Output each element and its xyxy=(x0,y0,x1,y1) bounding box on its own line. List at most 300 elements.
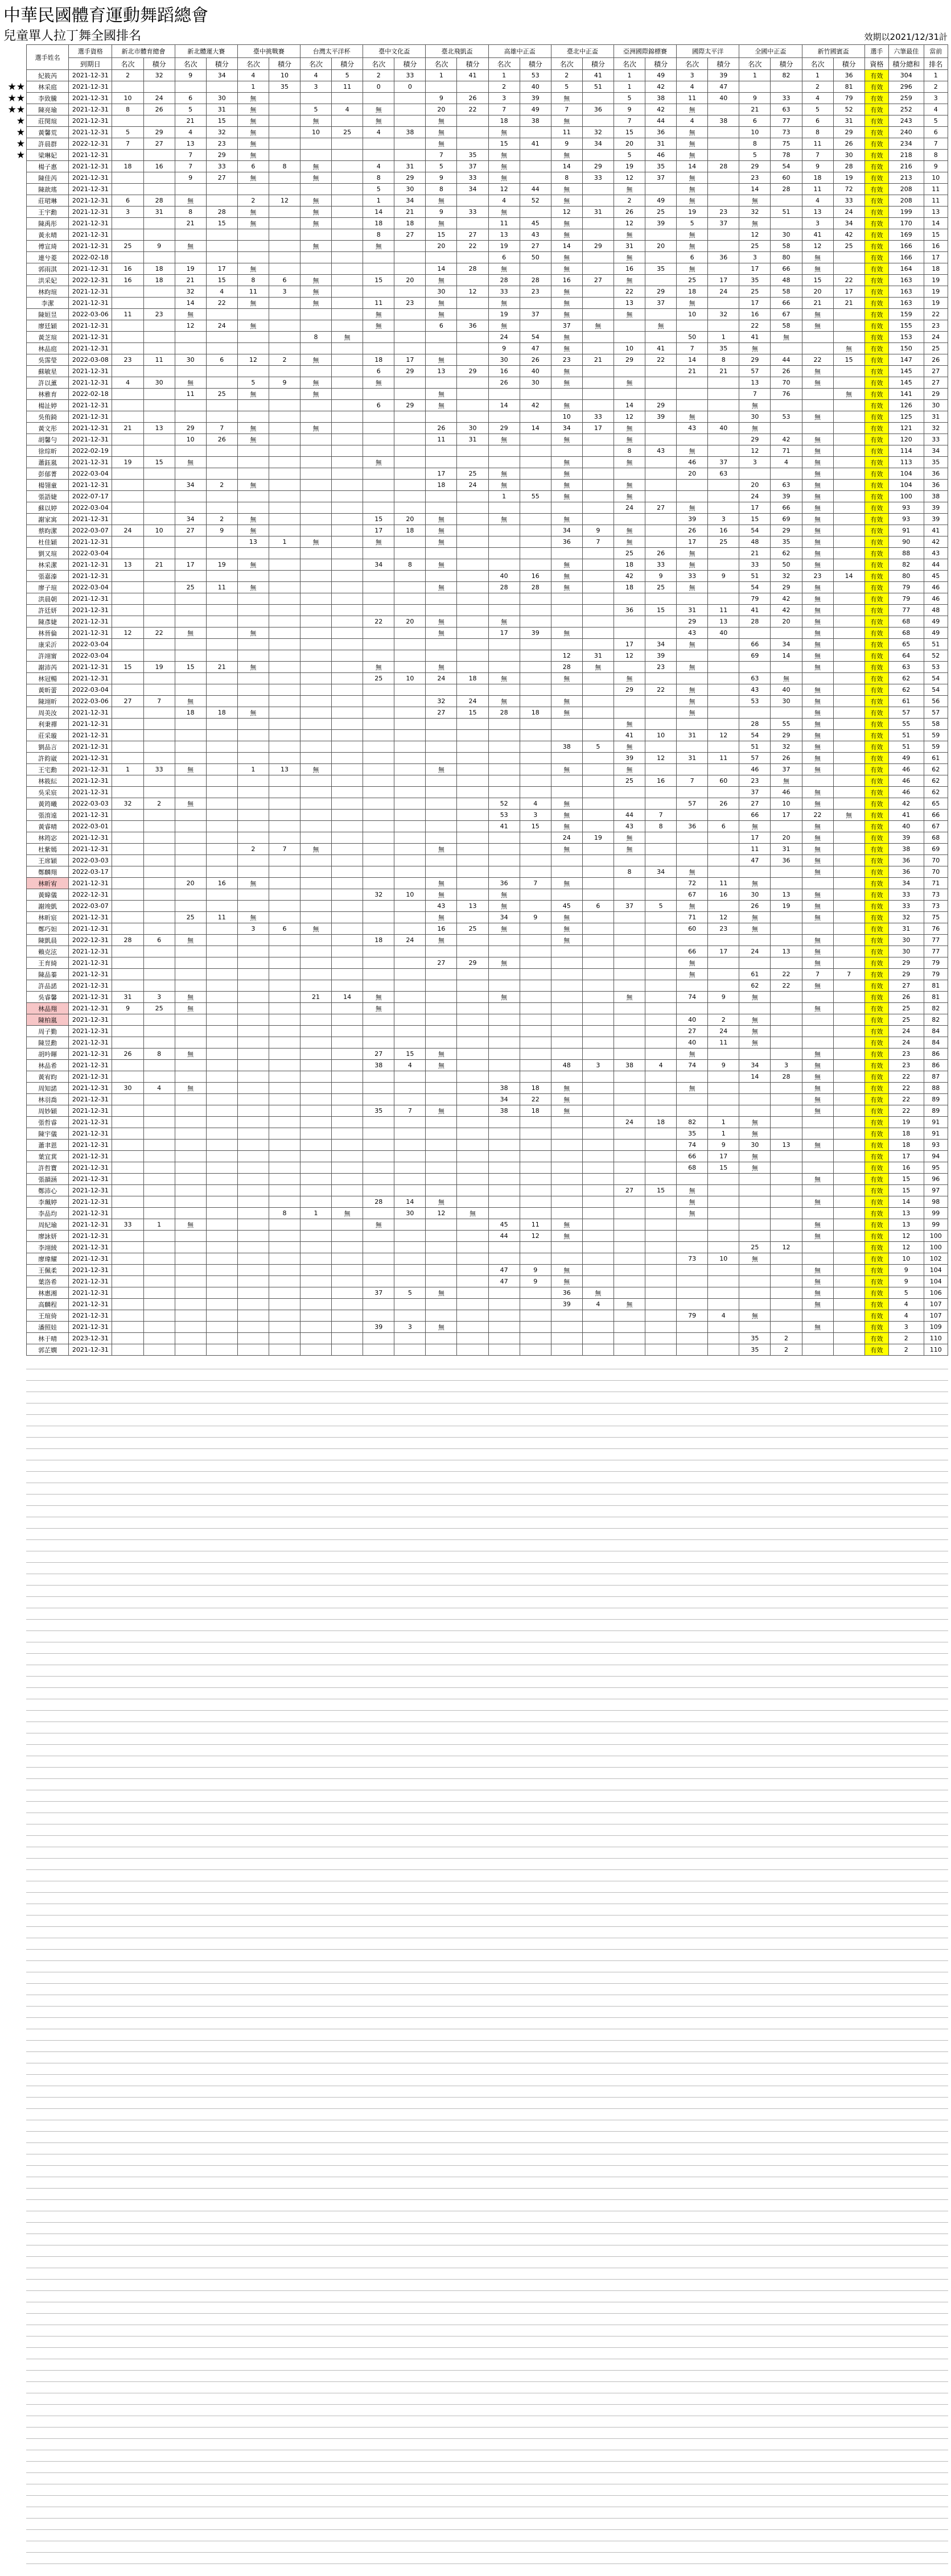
place-cell: 27 xyxy=(739,798,771,810)
points-cell xyxy=(582,263,614,275)
rank-cell: 29 xyxy=(924,389,948,400)
status-cell: 有效 xyxy=(864,798,888,810)
expiry-date: 2021-12-31 xyxy=(69,298,112,309)
table-row xyxy=(27,1151,948,1162)
points-cell xyxy=(520,730,551,741)
place-cell: 12 xyxy=(739,229,771,241)
place-cell: 無 xyxy=(614,434,645,445)
points-cell: 31 xyxy=(582,650,614,662)
points-cell xyxy=(457,889,488,901)
points-cell xyxy=(269,1003,300,1014)
points-cell xyxy=(708,810,739,821)
table-row xyxy=(27,923,948,935)
points-cell xyxy=(269,1333,300,1344)
place-cell: 41 xyxy=(739,332,771,343)
points-cell xyxy=(394,536,426,548)
rank-cell: 77 xyxy=(924,935,948,946)
status-cell: 有效 xyxy=(864,241,888,252)
place-cell xyxy=(551,1048,582,1060)
place-cell: 11 xyxy=(802,138,833,150)
place-cell: 無 xyxy=(614,423,645,434)
place-cell: 無 xyxy=(677,901,708,912)
place-cell: 27 xyxy=(614,1185,645,1196)
points-cell xyxy=(582,1083,614,1094)
place-cell: 無 xyxy=(614,491,645,502)
points-cell xyxy=(269,1128,300,1140)
place-cell: 8 xyxy=(237,275,269,286)
place-cell: 無 xyxy=(300,377,332,389)
points-cell: 34 xyxy=(645,639,677,650)
place-cell: 5 xyxy=(614,150,645,161)
place-cell xyxy=(488,855,520,866)
place-cell xyxy=(363,787,394,798)
place-cell xyxy=(363,969,394,980)
place-cell: 10 xyxy=(175,434,206,445)
points-cell xyxy=(269,468,300,480)
best-total-cell: 166 xyxy=(889,252,924,263)
place-cell xyxy=(175,639,206,650)
place-cell xyxy=(237,1322,269,1333)
place-cell xyxy=(488,764,520,775)
status-cell: 有效 xyxy=(864,468,888,480)
place-cell xyxy=(112,1060,143,1071)
place-cell: 26 xyxy=(614,207,645,218)
table-row xyxy=(27,1048,948,1060)
place-cell xyxy=(112,901,143,912)
points-cell xyxy=(833,1083,864,1094)
points-cell: 19 xyxy=(582,832,614,844)
place-cell xyxy=(237,741,269,753)
place-cell xyxy=(488,1322,520,1333)
table-row xyxy=(27,343,948,354)
place-cell xyxy=(363,571,394,582)
points-cell xyxy=(143,1310,175,1322)
points-cell xyxy=(771,468,802,480)
points-cell: 2 xyxy=(771,1333,802,1344)
place-cell: 20 xyxy=(614,138,645,150)
expiry-date: 2021-12-31 xyxy=(69,775,112,787)
place-cell: 30 xyxy=(739,1140,771,1151)
points-cell xyxy=(394,1344,426,1356)
player-name: 林昀瑄 xyxy=(27,286,69,298)
points-cell xyxy=(708,832,739,844)
player-name: 洪采妃 xyxy=(27,275,69,286)
points-cell xyxy=(394,1117,426,1128)
points-cell: 25 xyxy=(645,582,677,593)
points-cell xyxy=(457,1253,488,1265)
points-cell xyxy=(833,548,864,559)
place-cell: 無 xyxy=(802,889,833,901)
points-cell: 14 xyxy=(520,423,551,434)
place-cell xyxy=(614,912,645,923)
place-cell: 無 xyxy=(802,1276,833,1287)
place-cell xyxy=(112,889,143,901)
place-cell: 無 xyxy=(237,582,269,593)
place-cell xyxy=(237,468,269,480)
place-cell xyxy=(175,957,206,969)
place-cell: 無 xyxy=(175,1003,206,1014)
points-cell: 33 xyxy=(457,172,488,184)
place-cell xyxy=(363,468,394,480)
table-row xyxy=(27,957,948,969)
points-cell: 29 xyxy=(645,286,677,298)
points-cell xyxy=(269,1117,300,1128)
place-cell: 無 xyxy=(300,218,332,229)
points-cell: 66 xyxy=(771,263,802,275)
place-cell: 無 xyxy=(677,696,708,707)
points-cell xyxy=(143,707,175,719)
best-total-cell: 26 xyxy=(889,992,924,1003)
place-cell: 57 xyxy=(677,798,708,810)
points-cell xyxy=(645,1253,677,1265)
place-cell xyxy=(300,491,332,502)
status-cell: 有效 xyxy=(864,1196,888,1208)
points-cell xyxy=(143,582,175,593)
points-cell xyxy=(394,707,426,719)
status-cell: 有效 xyxy=(864,1117,888,1128)
place-cell xyxy=(426,1333,457,1344)
points-cell xyxy=(457,935,488,946)
place-cell: 無 xyxy=(551,366,582,377)
points-cell xyxy=(457,457,488,468)
place-cell: 12 xyxy=(614,218,645,229)
points-cell: 11 xyxy=(206,912,237,923)
points-cell xyxy=(582,810,614,821)
points-cell xyxy=(269,389,300,400)
place-cell xyxy=(426,684,457,696)
place-cell: 11 xyxy=(175,389,206,400)
points-cell: 69 xyxy=(771,514,802,525)
points-cell xyxy=(833,1310,864,1322)
points-cell xyxy=(771,1322,802,1333)
points-cell xyxy=(269,411,300,423)
place-cell xyxy=(677,491,708,502)
place-cell xyxy=(426,1242,457,1253)
place-cell xyxy=(175,1026,206,1037)
points-cell xyxy=(582,343,614,354)
place-cell: 無 xyxy=(363,992,394,1003)
points-cell xyxy=(206,445,237,457)
place-cell xyxy=(363,628,394,639)
points-cell xyxy=(833,1242,864,1253)
place-cell xyxy=(614,1026,645,1037)
place-cell: 無 xyxy=(426,218,457,229)
points-cell xyxy=(206,1162,237,1174)
place-cell: 無 xyxy=(802,628,833,639)
rank-cell: 30 xyxy=(924,400,948,411)
points-cell xyxy=(457,1037,488,1048)
points-cell: 81 xyxy=(833,81,864,93)
table-row xyxy=(27,855,948,866)
place-cell: 無 xyxy=(739,1014,771,1026)
points-cell xyxy=(269,1026,300,1037)
points-cell xyxy=(332,195,363,207)
points-cell: 17 xyxy=(833,286,864,298)
points-cell: 9 xyxy=(520,1276,551,1287)
expiry-date: 2021-12-31 xyxy=(69,1071,112,1083)
place-cell: 無 xyxy=(614,992,645,1003)
points-cell xyxy=(332,115,363,127)
points-cell xyxy=(771,1208,802,1219)
points-cell xyxy=(394,1299,426,1310)
points-cell xyxy=(269,616,300,628)
place-cell xyxy=(175,184,206,195)
place-cell xyxy=(363,912,394,923)
place-subheader: 名次 xyxy=(802,58,833,70)
points-cell xyxy=(520,684,551,696)
points-cell xyxy=(833,1128,864,1140)
points-cell: 41 xyxy=(645,343,677,354)
place-cell xyxy=(112,1242,143,1253)
points-cell: 53 xyxy=(771,411,802,423)
points-cell xyxy=(833,923,864,935)
place-cell xyxy=(426,969,457,980)
place-cell: 無 xyxy=(175,992,206,1003)
points-cell xyxy=(269,753,300,764)
place-cell xyxy=(300,878,332,889)
expiry-date: 2021-12-31 xyxy=(69,1276,112,1287)
points-cell xyxy=(332,1322,363,1333)
place-cell: 12 xyxy=(739,445,771,457)
points-cell xyxy=(394,992,426,1003)
place-cell: 無 xyxy=(426,912,457,923)
points-cell xyxy=(645,1299,677,1310)
points-cell: 25 xyxy=(708,536,739,548)
best-total-cell: 29 xyxy=(889,957,924,969)
place-cell xyxy=(237,866,269,878)
place-cell xyxy=(426,1219,457,1231)
points-cell xyxy=(269,957,300,969)
place-cell xyxy=(677,1265,708,1276)
place-cell xyxy=(112,502,143,514)
place-cell xyxy=(175,1037,206,1048)
status-header-top: 選手 xyxy=(864,45,888,58)
points-cell xyxy=(143,343,175,354)
place-cell xyxy=(677,1219,708,1231)
place-cell xyxy=(175,741,206,753)
star-marker: ★★ xyxy=(7,93,25,104)
points-cell xyxy=(394,263,426,275)
points-cell xyxy=(269,1037,300,1048)
best-total-cell: 46 xyxy=(889,787,924,798)
points-cell xyxy=(206,798,237,810)
rank-cell: 26 xyxy=(924,354,948,366)
place-cell: 11 xyxy=(426,434,457,445)
place-cell xyxy=(112,571,143,582)
points-cell: 16 xyxy=(143,161,175,172)
points-cell: 2 xyxy=(206,480,237,491)
best-total-cell: 104 xyxy=(889,468,924,480)
place-cell: 4 xyxy=(802,93,833,104)
place-cell: 無 xyxy=(802,525,833,536)
place-cell xyxy=(363,821,394,832)
points-cell xyxy=(332,855,363,866)
best-total-cell: 79 xyxy=(889,593,924,605)
expiry-date: 2021-12-31 xyxy=(69,707,112,719)
best-total-cell: 22 xyxy=(889,1083,924,1094)
place-cell: 33 xyxy=(488,286,520,298)
place-cell: 無 xyxy=(551,195,582,207)
points-cell: 15 xyxy=(143,457,175,468)
place-cell xyxy=(551,616,582,628)
points-cell xyxy=(645,855,677,866)
place-cell: 1 xyxy=(614,70,645,81)
place-cell: 無 xyxy=(802,684,833,696)
place-cell xyxy=(237,946,269,957)
points-cell xyxy=(206,957,237,969)
points-cell xyxy=(206,1231,237,1242)
place-cell xyxy=(677,320,708,332)
points-cell: 16 xyxy=(708,525,739,536)
points-cell xyxy=(269,104,300,115)
player-name: 葉宜萁 xyxy=(27,1151,69,1162)
place-cell: 無 xyxy=(802,377,833,389)
table-row xyxy=(27,70,948,81)
player-name: 林品希 xyxy=(27,1060,69,1071)
points-cell xyxy=(645,1094,677,1105)
place-cell xyxy=(237,1060,269,1071)
expiry-date: 2021-12-31 xyxy=(69,1174,112,1185)
points-cell: 63 xyxy=(708,468,739,480)
place-cell: 無 xyxy=(802,719,833,730)
expiry-header-top: 選手資格 xyxy=(69,45,112,58)
points-cell: 23 xyxy=(394,298,426,309)
rank-cell: 107 xyxy=(924,1299,948,1310)
best-total-cell: 12 xyxy=(889,1231,924,1242)
points-cell xyxy=(206,81,237,93)
table-row xyxy=(27,400,948,411)
points-cell xyxy=(645,1003,677,1014)
points-cell: 27 xyxy=(143,138,175,150)
points-cell xyxy=(833,514,864,525)
place-cell: 7 xyxy=(614,115,645,127)
points-cell: 79 xyxy=(833,93,864,104)
points-cell xyxy=(771,81,802,93)
table-row xyxy=(27,673,948,684)
best-total-cell: 14 xyxy=(889,1196,924,1208)
place-cell: 8 xyxy=(802,127,833,138)
points-cell: 11 xyxy=(520,1219,551,1231)
status-cell: 有效 xyxy=(864,1128,888,1140)
place-cell: 無 xyxy=(802,457,833,468)
status-cell: 有效 xyxy=(864,491,888,502)
points-cell xyxy=(269,514,300,525)
expiry-date: 2022-03-08 xyxy=(69,354,112,366)
best-total-cell: 91 xyxy=(889,525,924,536)
place-cell: 19 xyxy=(677,207,708,218)
points-cell: 7 xyxy=(520,878,551,889)
place-cell xyxy=(802,673,833,684)
points-cell xyxy=(332,969,363,980)
points-cell xyxy=(708,684,739,696)
best-total-cell: 296 xyxy=(889,81,924,93)
place-cell xyxy=(300,980,332,992)
competition-header: 臺北中正盃 xyxy=(551,45,614,58)
player-name: 鄭麟翔 xyxy=(27,866,69,878)
place-cell: 30 xyxy=(739,411,771,423)
table-row xyxy=(27,582,948,593)
points-cell: 29 xyxy=(457,366,488,377)
status-cell: 有效 xyxy=(864,172,888,184)
points-cell xyxy=(457,1185,488,1196)
points-cell xyxy=(771,923,802,935)
place-cell: 17 xyxy=(739,502,771,514)
points-cell xyxy=(394,753,426,764)
place-cell: 無 xyxy=(237,628,269,639)
points-cell xyxy=(394,252,426,263)
points-cell xyxy=(833,1208,864,1219)
player-name: 張嘉溱 xyxy=(27,571,69,582)
place-cell xyxy=(237,1151,269,1162)
place-cell: 9 xyxy=(175,172,206,184)
points-cell: 40 xyxy=(708,93,739,104)
points-cell xyxy=(457,775,488,787)
place-cell: 無 xyxy=(677,707,708,719)
place-cell xyxy=(363,445,394,457)
points-cell xyxy=(206,571,237,582)
place-cell: 無 xyxy=(551,1083,582,1094)
place-cell xyxy=(739,1083,771,1094)
points-cell: 25 xyxy=(645,207,677,218)
best-total-cell: 166 xyxy=(889,241,924,252)
place-cell xyxy=(300,1185,332,1196)
points-cell: 63 xyxy=(771,480,802,491)
points-cell: 58 xyxy=(771,241,802,252)
points-cell: 21 xyxy=(394,207,426,218)
place-cell: 4 xyxy=(677,115,708,127)
place-cell xyxy=(237,1128,269,1140)
place-cell xyxy=(237,548,269,559)
place-cell xyxy=(488,525,520,536)
place-cell: 36 xyxy=(488,878,520,889)
points-cell xyxy=(332,696,363,707)
points-cell: 26 xyxy=(771,366,802,377)
table-row xyxy=(27,1003,948,1014)
points-cell xyxy=(708,1208,739,1219)
points-cell xyxy=(833,400,864,411)
place-cell: 無 xyxy=(677,1048,708,1060)
place-cell: 6 xyxy=(802,115,833,127)
points-cell xyxy=(206,400,237,411)
points-cell: 43 xyxy=(520,229,551,241)
place-cell xyxy=(112,1196,143,1208)
points-cell xyxy=(143,1287,175,1299)
points-cell xyxy=(394,1310,426,1322)
best-total-cell: 113 xyxy=(889,457,924,468)
place-cell: 69 xyxy=(739,650,771,662)
points-cell xyxy=(394,798,426,810)
points-cell xyxy=(457,400,488,411)
points-cell xyxy=(708,855,739,866)
place-cell: 無 xyxy=(426,1287,457,1299)
place-cell xyxy=(112,1265,143,1276)
expiry-date: 2021-12-31 xyxy=(69,923,112,935)
best-total-cell: 17 xyxy=(889,1151,924,1162)
expiry-date: 2021-12-31 xyxy=(69,1287,112,1299)
points-cell: 9 xyxy=(645,571,677,582)
place-cell: 無 xyxy=(802,366,833,377)
status-cell: 有效 xyxy=(864,707,888,719)
points-cell xyxy=(269,366,300,377)
place-cell xyxy=(300,1174,332,1185)
points-cell xyxy=(332,150,363,161)
place-cell xyxy=(112,1071,143,1083)
points-cell: 47 xyxy=(708,81,739,93)
place-cell: 20 xyxy=(802,286,833,298)
points-cell: 8 xyxy=(269,1208,300,1219)
points-cell xyxy=(394,1003,426,1014)
points-cell xyxy=(457,1128,488,1140)
